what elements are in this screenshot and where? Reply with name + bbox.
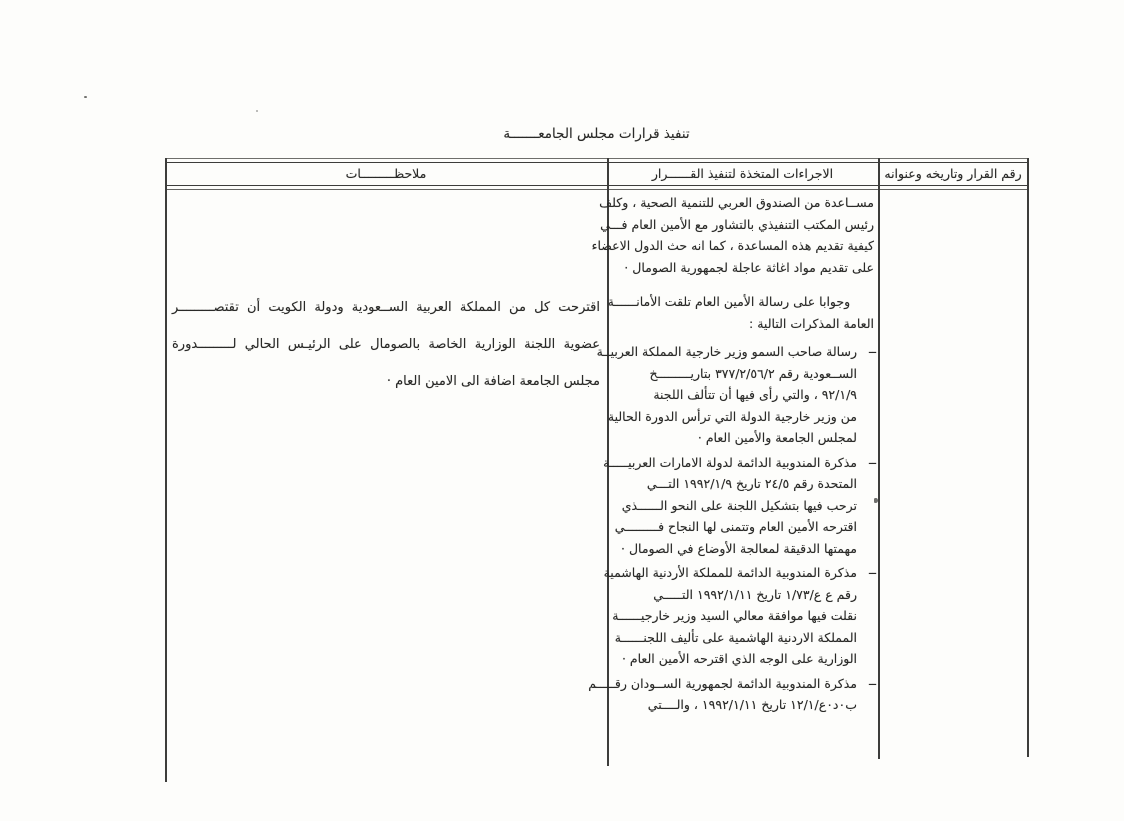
table-top-border-outer — [165, 158, 1029, 159]
memo-bullet-saudi-arabia — [596, 341, 876, 449]
column-header-notes: ملاحظـــــــــات — [345, 166, 427, 181]
table-top-border-inner — [165, 162, 1029, 164]
text-line: المتحدة رقم ٢٤/٥ تاريخ ١٩٩٢/١/٩ التـــي — [646, 476, 857, 491]
actions-paragraph — [591, 192, 874, 278]
text-line: مجلس الجامعة اضافة الى الامين العام · — [386, 374, 600, 389]
text-line: العامة المذكرات التالية : — [749, 315, 874, 331]
text-line: ٩٢/١/٩ ، والتي رأى فيها أن تتألف اللجنة — [653, 387, 857, 402]
header-bottom-rule-2 — [165, 189, 1029, 190]
actions-cell — [588, 192, 876, 719]
column-divider-actions-decision — [878, 158, 880, 759]
scan-speck — [874, 498, 878, 503]
text-line: مذكرة المندوبية الدائمة لدولة الامارات العربيـــــة — [603, 454, 857, 470]
text-line: رسالة صاحب السمو وزير خارجية المملكة العربيــة — [596, 344, 857, 359]
bullet-dash-icon: ــ — [868, 452, 876, 467]
text-line: ب٠د٠ع/١٢/١ تاريخ ١٩٩٢/١/١١ ، والــــتي — [647, 697, 857, 712]
text-line: مســاعدة من الصندوق العربي للتنمية الصحية ، وكلف — [599, 195, 874, 210]
text-line: المملكة الاردنية الهاشمية على تأليف اللجنــــــة — [614, 629, 857, 645]
text-line: مهمتها الدقيقة لمعالجة الأوضاع في الصومال · — [621, 540, 857, 556]
memo-bullet-jordan — [603, 562, 876, 670]
scan-speck — [84, 96, 87, 98]
notes-cell — [172, 289, 600, 400]
page-title: تنفيذ قرارات مجلس الجامعـــــــة — [503, 126, 690, 142]
table-right-border — [1027, 158, 1029, 757]
text-line: كيفية تقديم هذه المساعدة ، كما انه حث الدول الاعضاء — [591, 238, 874, 253]
text-line: الســعودية رقم ٣٧٧/٢/٥٦/٢ بتاريـــــــــخ — [649, 365, 857, 381]
text-line: ترحب فيها بتشكيل اللجنة على النحو الــــــذي — [621, 497, 857, 513]
text-line: نقلت فيها موافقة معالي السيد وزير خارجيــــــة — [612, 608, 857, 623]
header-bottom-rule-1 — [165, 185, 1029, 186]
column-header-actions-taken: الاجراءات المتخذة لتنفيذ القــــــرار — [651, 166, 834, 181]
memo-bullet-sudan — [588, 673, 876, 716]
text-line: مذكرة المندوبية الدائمة لجمهورية الســودان رقـــــم — [588, 675, 857, 691]
memo-bullet-uae — [603, 452, 876, 560]
text-line: رئيس المكتب التنفيذي بالتشاور مع الأمين العام فـــي — [600, 216, 874, 232]
bullet-dash-icon: ــ — [868, 342, 876, 356]
text-line: لمجلس الجامعة والأمين العام · — [697, 430, 857, 445]
table-left-border — [165, 158, 167, 782]
actions-paragraph — [607, 291, 874, 334]
scan-speck — [256, 110, 258, 112]
bullet-dash-icon: ــ — [868, 673, 876, 688]
text-line: رقم ع ع/١/٧٣ تاريخ ١٩٩٢/١/١١ التـــــي — [653, 586, 857, 602]
text-line: على تقديم مواد اغاثة عاجلة لجمهورية الصومال · — [624, 259, 874, 275]
text-line: وجوابا على رسالة الأمين العام تلقت الأمانــــــة — [607, 294, 874, 309]
text-line: اقترحه الأمين العام وتتمنى لها النجاح فـــــــــي — [614, 519, 857, 534]
text-line: اقترحت كل من المملكة العربية الســعودية ودولة الكويت أن تقتصـــــــــر — [172, 300, 600, 315]
text-line: مذكرة المندوبية الدائمة للمملكة الأردنية الهاشمية — [603, 565, 857, 580]
column-header-decision-number: رقم القرار وتاريخه وعنوانه — [884, 166, 1022, 181]
bullet-dash-icon: ــ — [868, 563, 876, 577]
text-line: من وزير خارجية الدولة التي ترأس الدورة الحالية — [607, 408, 857, 424]
text-line: عضوية اللجنة الوزارية الخاصة بالصومال على الرئيـس الحالي لـــــــــدورة — [172, 337, 600, 352]
text-line: الوزارية على الوجه الذي اقترحه الأمين العام · — [621, 651, 857, 666]
